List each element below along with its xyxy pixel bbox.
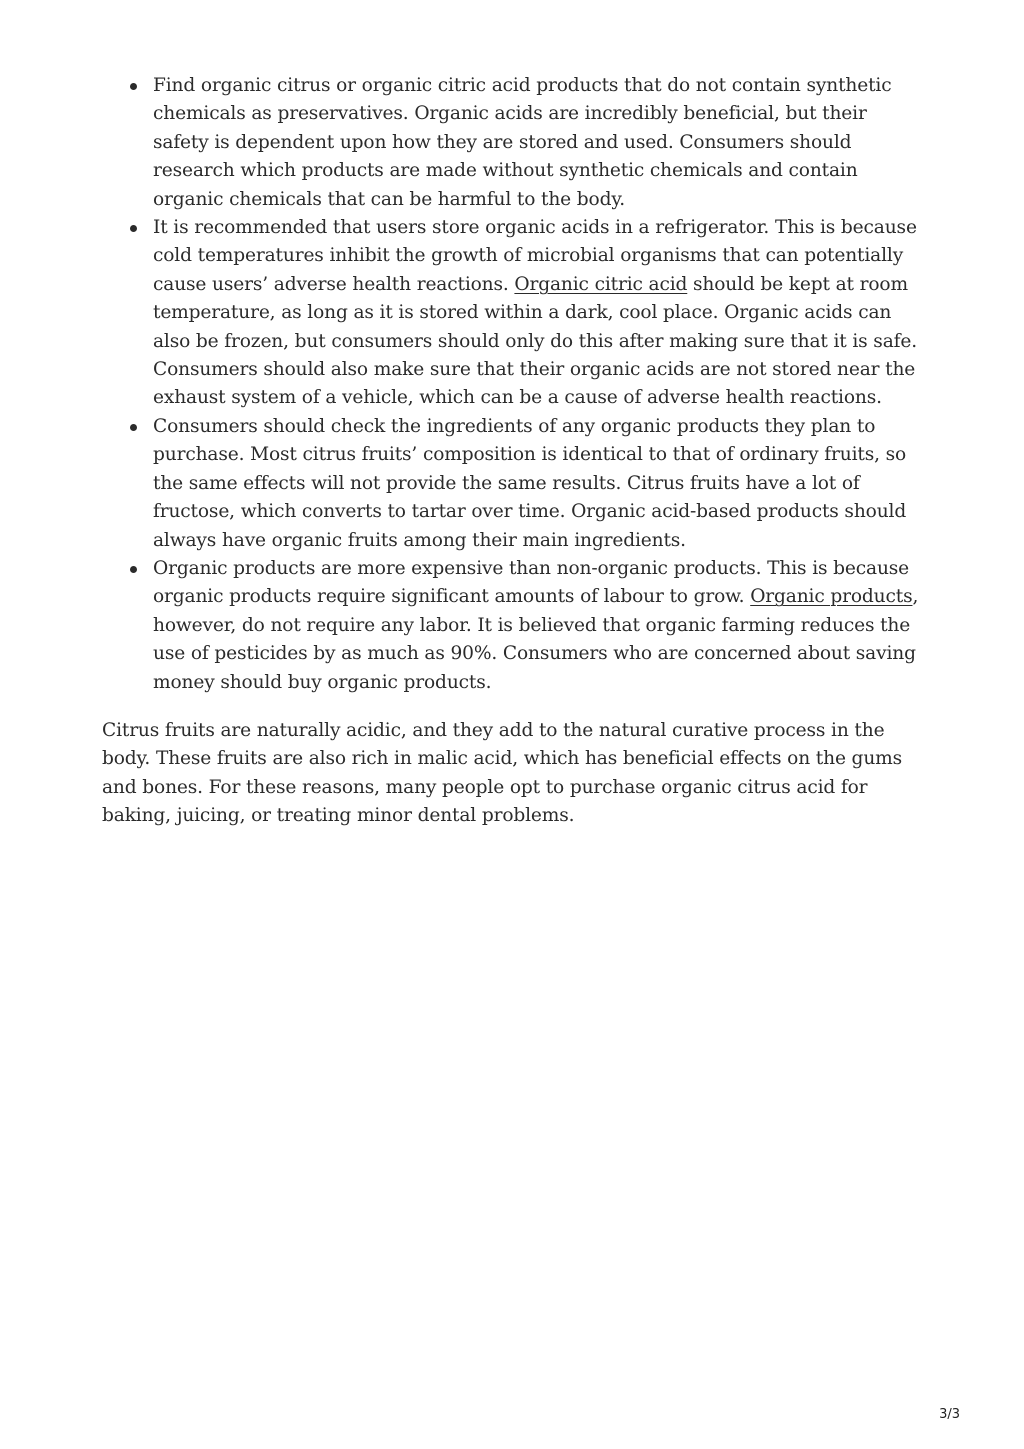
bullet-list — [102, 72, 928, 697]
page-number: 3/3 — [939, 1407, 960, 1422]
bullet-text-after: should be kept at room temperature, as long as it is stored within a dark, cool place. Organic acids can also be frozen, but consumers should only do this after making sure that it is safe. Consumers should also make sure that their organic acids are not stored near the exhaust system of a vehicle, which can be a cause of adverse health reactions. — [153, 273, 917, 409]
bullet-text: Find organic citrus or organic citric acid products that do not contain synthetic chemicals as preservatives. Organic acids are incredibly beneficial, but their safety is dependent upon how they are stored and used. Consumers should research which products are made without synthetic chemicals and contain organic chemicals that can be harmful to the body. — [153, 75, 892, 210]
bullet-item-preservatives — [102, 72, 928, 214]
bullet-item-cost — [102, 555, 928, 697]
organic-products-link[interactable]: Organic products — [750, 586, 913, 608]
bullet-text-before: Organic products are more expensive than non-organic products. This is because organic products require significant amounts of labour to grow. — [153, 557, 910, 608]
bullet-text: Consumers should check the ingredients of any organic products they plan to purchase. Most citrus fruits’ composition is identical to that of ordinary fruits, so the same effects will not provide the same results. Citrus fruits have a lot of fructose, which converts to tartar over time. Organic acid-based products should always have organic fruits among their main ingredients. — [153, 415, 907, 551]
bullet-text-before: It is recommended that users store organic acids in a refrigerator. This is because cold temperatures inhibit the growth of microbial organisms that can potentially cause users’ adverse health reactions. — [153, 217, 917, 295]
organic-citric-acid-link[interactable]: Organic citric acid — [514, 273, 688, 295]
bullet-text-after: , however, do not require any labor. It is believed that organic farming reduces the use of pesticides by as much as 90%. Consumers who are concerned about saving money should buy organic products. — [153, 586, 919, 693]
document-body — [102, 72, 928, 831]
bullet-item-storage — [102, 214, 928, 413]
bullet-item-ingredients — [102, 413, 928, 555]
closing-paragraph: Citrus fruits are naturally acidic, and they add to the natural curative process in the body. These fruits are also rich in malic acid, which has beneficial effects on the gums and bones. For these reasons, many people opt to purchase organic citrus acid for baking, juicing, or treating minor dental problems. — [102, 719, 903, 827]
